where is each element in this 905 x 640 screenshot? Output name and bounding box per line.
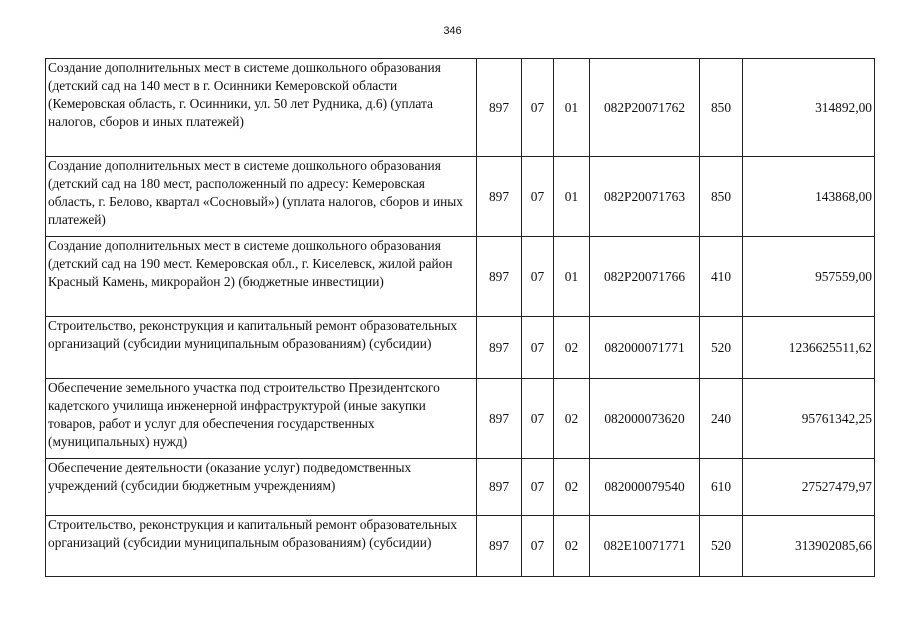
target-article-code: 082000073620 <box>590 379 700 459</box>
expense-type-code: 610 <box>700 459 743 516</box>
amount: 313902085,66 <box>743 516 875 577</box>
amount: 143868,00 <box>743 157 875 237</box>
expense-description: Создание дополнительных мест в системе дошкольного образования (детский сад на 180 мест, расположенный по адресу: Кемеровская область, г. Белово, квартал «Сосновый») (уплата налогов, сборов и иных платежей) <box>46 157 477 237</box>
expense-description: Обеспечение деятельности (оказание услуг) подведомственных учреждений (субсидии бюджетным учреждениям) <box>46 459 477 516</box>
expense-type-code: 410 <box>700 237 743 317</box>
amount: 957559,00 <box>743 237 875 317</box>
table-row <box>46 317 875 379</box>
section-code: 07 <box>522 59 554 157</box>
table-row <box>46 59 875 157</box>
expense-type-code: 850 <box>700 157 743 237</box>
subsection-code: 02 <box>554 379 590 459</box>
page-number: 346 <box>443 25 462 37</box>
amount: 27527479,97 <box>743 459 875 516</box>
section-code: 07 <box>522 317 554 379</box>
ministry-code: 897 <box>477 59 522 157</box>
subsection-code: 02 <box>554 459 590 516</box>
target-article-code: 082E10071771 <box>590 516 700 577</box>
budget-table <box>45 58 875 577</box>
subsection-code: 02 <box>554 317 590 379</box>
section-code: 07 <box>522 379 554 459</box>
section-code: 07 <box>522 237 554 317</box>
expense-type-code: 520 <box>700 317 743 379</box>
ministry-code: 897 <box>477 459 522 516</box>
ministry-code: 897 <box>477 379 522 459</box>
table-row <box>46 379 875 459</box>
target-article-code: 082000079540 <box>590 459 700 516</box>
amount: 95761342,25 <box>743 379 875 459</box>
ministry-code: 897 <box>477 237 522 317</box>
amount: 1236625511,62 <box>743 317 875 379</box>
expense-description: Обеспечение земельного участка под строительство Президентского кадетского училища инженерной инфраструктурой (иные закупки товаров, работ и услуг для обеспечения государственных (муниципальных) нужд) <box>46 379 477 459</box>
expense-description: Создание дополнительных мест в системе дошкольного образования (детский сад на 140 мест в г. Осинники Кемеровской области (Кемеровская область, г. Осинники, ул. 50 лет Рудника, д.6) (уплата налогов, сборов и иных платежей) <box>46 59 477 157</box>
section-code: 07 <box>522 459 554 516</box>
expense-description: Строительство, реконструкция и капитальный ремонт образовательных организаций (субсидии муниципальным образованиям) (субсидии) <box>46 516 477 577</box>
ministry-code: 897 <box>477 516 522 577</box>
target-article-code: 082000071771 <box>590 317 700 379</box>
table-row <box>46 157 875 237</box>
expense-type-code: 520 <box>700 516 743 577</box>
table-row <box>46 459 875 516</box>
table-row <box>46 237 875 317</box>
ministry-code: 897 <box>477 317 522 379</box>
subsection-code: 02 <box>554 516 590 577</box>
subsection-code: 01 <box>554 237 590 317</box>
subsection-code: 01 <box>554 59 590 157</box>
expense-description: Создание дополнительных мест в системе дошкольного образования (детский сад на 190 мест. Кемеровская обл., г. Киселевск, жилой район Красный Камень, микрорайон 2) (бюджетные инвестиции) <box>46 237 477 317</box>
target-article-code: 082P20071763 <box>590 157 700 237</box>
expense-description: Строительство, реконструкция и капитальный ремонт образовательных организаций (субсидии муниципальным образованиям) (субсидии) <box>46 317 477 379</box>
target-article-code: 082P20071766 <box>590 237 700 317</box>
expense-type-code: 850 <box>700 59 743 157</box>
ministry-code: 897 <box>477 157 522 237</box>
amount: 314892,00 <box>743 59 875 157</box>
table-row <box>46 516 875 577</box>
section-code: 07 <box>522 516 554 577</box>
target-article-code: 082P20071762 <box>590 59 700 157</box>
section-code: 07 <box>522 157 554 237</box>
expense-type-code: 240 <box>700 379 743 459</box>
subsection-code: 01 <box>554 157 590 237</box>
